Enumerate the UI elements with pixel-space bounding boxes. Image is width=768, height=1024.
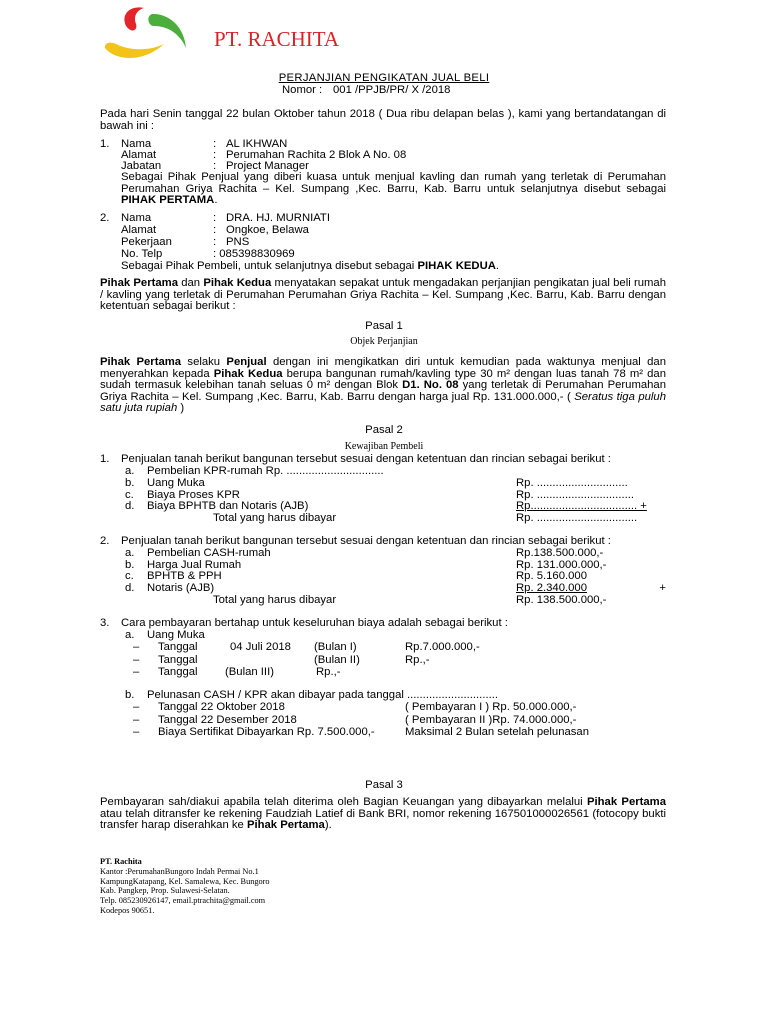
- pasal2-subheading: Kewajiban Pembeli: [344, 441, 424, 452]
- footer-line: Kodepos 90651.: [100, 905, 155, 915]
- party2-name-value: DRA. HJ. MURNIATI: [226, 212, 330, 224]
- pasal1-subheading: Objek Perjanjian: [350, 336, 418, 347]
- party2-name-label: Nama: [121, 212, 152, 224]
- party2-phone-label: No. Telp: [121, 248, 163, 260]
- b-row1-label: Tanggal 22 Oktober 2018: [158, 701, 285, 713]
- item2-letter-d: d.: [125, 582, 135, 594]
- b-row2-right: ( Pembayaran II )Rp. 74.000.000,-: [405, 714, 577, 726]
- b-row3-label: Biaya Sertifikat Dibayarkan Rp. 7.500.000,-: [158, 726, 375, 738]
- rachita-logo-icon: [102, 4, 188, 62]
- dash: –: [133, 714, 140, 726]
- item2-row-c-value: Rp. 5.160.000: [516, 570, 587, 582]
- item1-letter-c: c.: [125, 489, 134, 501]
- item1-letter-d: d.: [125, 500, 135, 512]
- party1-position-value: Project Manager: [226, 160, 309, 172]
- party2-address-label: Alamat: [121, 224, 157, 236]
- item2-total-label: Total yang harus dibayar: [213, 594, 337, 606]
- item1-letter-a: a.: [125, 465, 135, 477]
- dash: –: [133, 654, 140, 666]
- document-number-label: Nomor :: [282, 84, 323, 96]
- party2-number: 2.: [100, 212, 110, 224]
- pasal1-heading: Pasal 1: [365, 320, 403, 332]
- party1-address-value: Perumahan Rachita 2 Blok A No. 08: [226, 149, 407, 161]
- pasal1-paragraph: Pihak Pertama selaku Penjual dengan ini mengikatkan diri untuk kemudian pada waktunya menjual dan menyerahkan kepada Pihak Kedua berupa bangunan rumah/kavling type 30 m² dengan luas tanah 78 m² dan sudah termasuk kelebihan tanah seluas 0 m² dengan Blok D1. No. 08 yang terletak di Perumahan Perumahan Griya Rachita – Kel. Sumpang ,Kec. Barru, Kab. Barru dengan harga jual Rp. 131.000.000,- ( Seratus tiga puluh satu juta rupiah ): [100, 356, 667, 414]
- party2-job-value: PNS: [226, 236, 250, 248]
- item1-text: Penjualan tanah berikut bangunan tersebut sesuai dengan ketentuan dan rincian sebagai berikut :: [121, 453, 611, 465]
- dash: –: [133, 726, 140, 738]
- item2-number: 2.: [100, 535, 110, 547]
- item2-row-b-label: Harga Jual Rumah: [147, 559, 242, 571]
- a-row2-label: Tanggal: [158, 654, 198, 666]
- a-row3-date: (Bulan III): [225, 666, 274, 678]
- colon: :: [213, 236, 217, 248]
- item3-b-text: Pelunasan CASH / KPR akan dibayar pada tanggal .............................: [147, 689, 499, 701]
- dash: –: [133, 701, 140, 713]
- item2-letter-c: c.: [125, 570, 134, 582]
- item1-row-d-label: Biaya BPHTB dan Notaris (AJB): [147, 500, 309, 512]
- agreement-paragraph: Pihak Pertama dan Pihak Kedua menyatakan sepakat untuk mengadakan perjanjian pengikatan jual beli rumah / kavling yang terletak di Perumahan Perumahan Griya Rachita – Kel. Sumpang ,Kec. Barru, Kab. Barru dengan ketentuan sebagai berikut :: [100, 277, 666, 312]
- item1-total-value: Rp. ................................: [516, 512, 638, 524]
- footer-company: PT. Rachita: [100, 857, 142, 866]
- a-row2-period: (Bulan II): [314, 654, 360, 666]
- footer-address: [100, 857, 270, 916]
- colon: :: [213, 149, 217, 161]
- item3-text: Cara pembayaran bertahap untuk keseluruhan biaya adalah sebagai berikut :: [121, 617, 508, 629]
- footer-line: Kab. Pangkep, Prop. Sulawesi-Selatan.: [100, 886, 230, 896]
- item3-letter-a: a.: [125, 629, 135, 641]
- item1-row-a-label: Pembelian KPR-rumah Rp. ...............................: [147, 465, 384, 477]
- item3-number: 3.: [100, 617, 110, 629]
- item2-total-value: Rp. 138.500.000,-: [516, 594, 607, 606]
- item1-row-b-value: Rp. .............................: [516, 477, 628, 489]
- footer-line: Telp. 085230926147, email.ptrachita@gmail.com: [100, 896, 266, 906]
- item1-number: 1.: [100, 453, 110, 465]
- pasal2-heading: Pasal 2: [365, 424, 403, 436]
- colon: :: [213, 138, 217, 150]
- intro-paragraph: Pada hari Senin tanggal 22 bulan Oktober tahun 2018 ( Dua ribu delapan belas ), kami yang bertandatangan di bawah ini :: [100, 108, 666, 132]
- item2-row-a-label: Pembelian CASH-rumah: [147, 547, 271, 559]
- item2-row-c-label: BPHTB & PPH: [147, 570, 222, 582]
- party1-name-value: AL IKHWAN: [226, 138, 288, 150]
- party1-number: 1.: [100, 138, 110, 150]
- item2-row-d-value: Rp. 2.340.000 +: [516, 582, 666, 594]
- item2-row-a-value: Rp.138.500.000,-: [516, 547, 604, 559]
- pasal3-paragraph: Pembayaran sah/diakui apabila telah diterima oleh Bagian Keuangan yang dibayarkan melalui Pihak Pertama atau telah ditransfer ke rekening Faudziah Latief di Bank BRI, nomor rekening 167501000026561 (fotocopy bukti transfer harap diserahkan ke Pihak Pertama).: [100, 796, 666, 831]
- colon: :: [213, 212, 217, 224]
- item1-row-d-value: Rp.................................. +: [516, 500, 647, 512]
- item2-letter-b: b.: [125, 559, 135, 571]
- document-number-value: 001 /PPJB/PR/ X /2018: [333, 84, 451, 96]
- item1-row-c-value: Rp. ...............................: [516, 489, 635, 501]
- item2-row-b-value: Rp. 131.000.000,-: [516, 559, 607, 571]
- item3-letter-b: b.: [125, 689, 135, 701]
- footer-line: Kantor :PerumahanBungoro Indah Permai No.1: [100, 866, 259, 876]
- item2-letter-a: a.: [125, 547, 135, 559]
- party1-description: Sebagai Pihak Penjual yang diberi kuasa untuk menjual kavling dan rumah yang terletak di Perumahan Perumahan Griya Rachita – Kel. Sumpang ,Kec. Barru, Kab. Barru untuk selanjutnya disebut sebagai PIHAK PERTAMA.: [121, 171, 666, 206]
- footer-line: KampungKatapang, Kel. Samalewa, Kec. Bungoro: [100, 876, 270, 886]
- b-row2-label: Tanggal 22 Desember 2018: [158, 714, 297, 726]
- item2-row-d-label: Notaris (AJB): [147, 582, 215, 594]
- item3-a-text: Uang Muka: [147, 629, 205, 641]
- item2-text: Penjualan tanah berikut bangunan tersebut sesuai dengan ketentuan dan rincian sebagai berikut :: [121, 535, 611, 547]
- item1-total-label: Total yang harus dibayar: [213, 512, 337, 524]
- a-row1-label: Tanggal: [158, 641, 198, 653]
- party2-phone-value: : 085398830969: [213, 248, 295, 260]
- a-row1-period: (Bulan I): [314, 641, 357, 653]
- dash: –: [133, 641, 140, 653]
- party1-name-label: Nama: [121, 138, 152, 150]
- party2-description: Sebagai Pihak Pembeli, untuk selanjutnya disebut sebagai PIHAK KEDUA.: [121, 260, 500, 272]
- b-row3-right: Maksimal 2 Bulan setelah pelunasan: [405, 726, 589, 738]
- dash: –: [133, 666, 140, 678]
- item1-row-c-label: Biaya Proses KPR: [147, 489, 240, 501]
- colon: :: [213, 224, 217, 236]
- a-row1-date: 04 Juli 2018: [230, 641, 291, 653]
- a-row1-amount: Rp.7.000.000,-: [405, 641, 480, 653]
- party2-job-label: Pekerjaan: [121, 236, 172, 248]
- party1-address-label: Alamat: [121, 149, 157, 161]
- party1-position-label: Jabatan: [121, 160, 162, 172]
- a-row3-amount: Rp.,-: [316, 666, 341, 678]
- item1-row-b-label: Uang Muka: [147, 477, 205, 489]
- b-row1-right: ( Pembayaran I ) Rp. 50.000.000,-: [405, 701, 577, 713]
- a-row2-amount: Rp.,-: [405, 654, 430, 666]
- pasal3-heading: Pasal 3: [365, 779, 403, 791]
- a-row3-label: Tanggal: [158, 666, 198, 678]
- company-name: PT. RACHITA: [214, 27, 340, 51]
- colon: :: [213, 160, 217, 172]
- party2-address-value: Ongkoe, Belawa: [226, 224, 309, 236]
- document-title: PERJANJIAN PENGIKATAN JUAL BELI: [278, 72, 490, 84]
- item1-letter-b: b.: [125, 477, 135, 489]
